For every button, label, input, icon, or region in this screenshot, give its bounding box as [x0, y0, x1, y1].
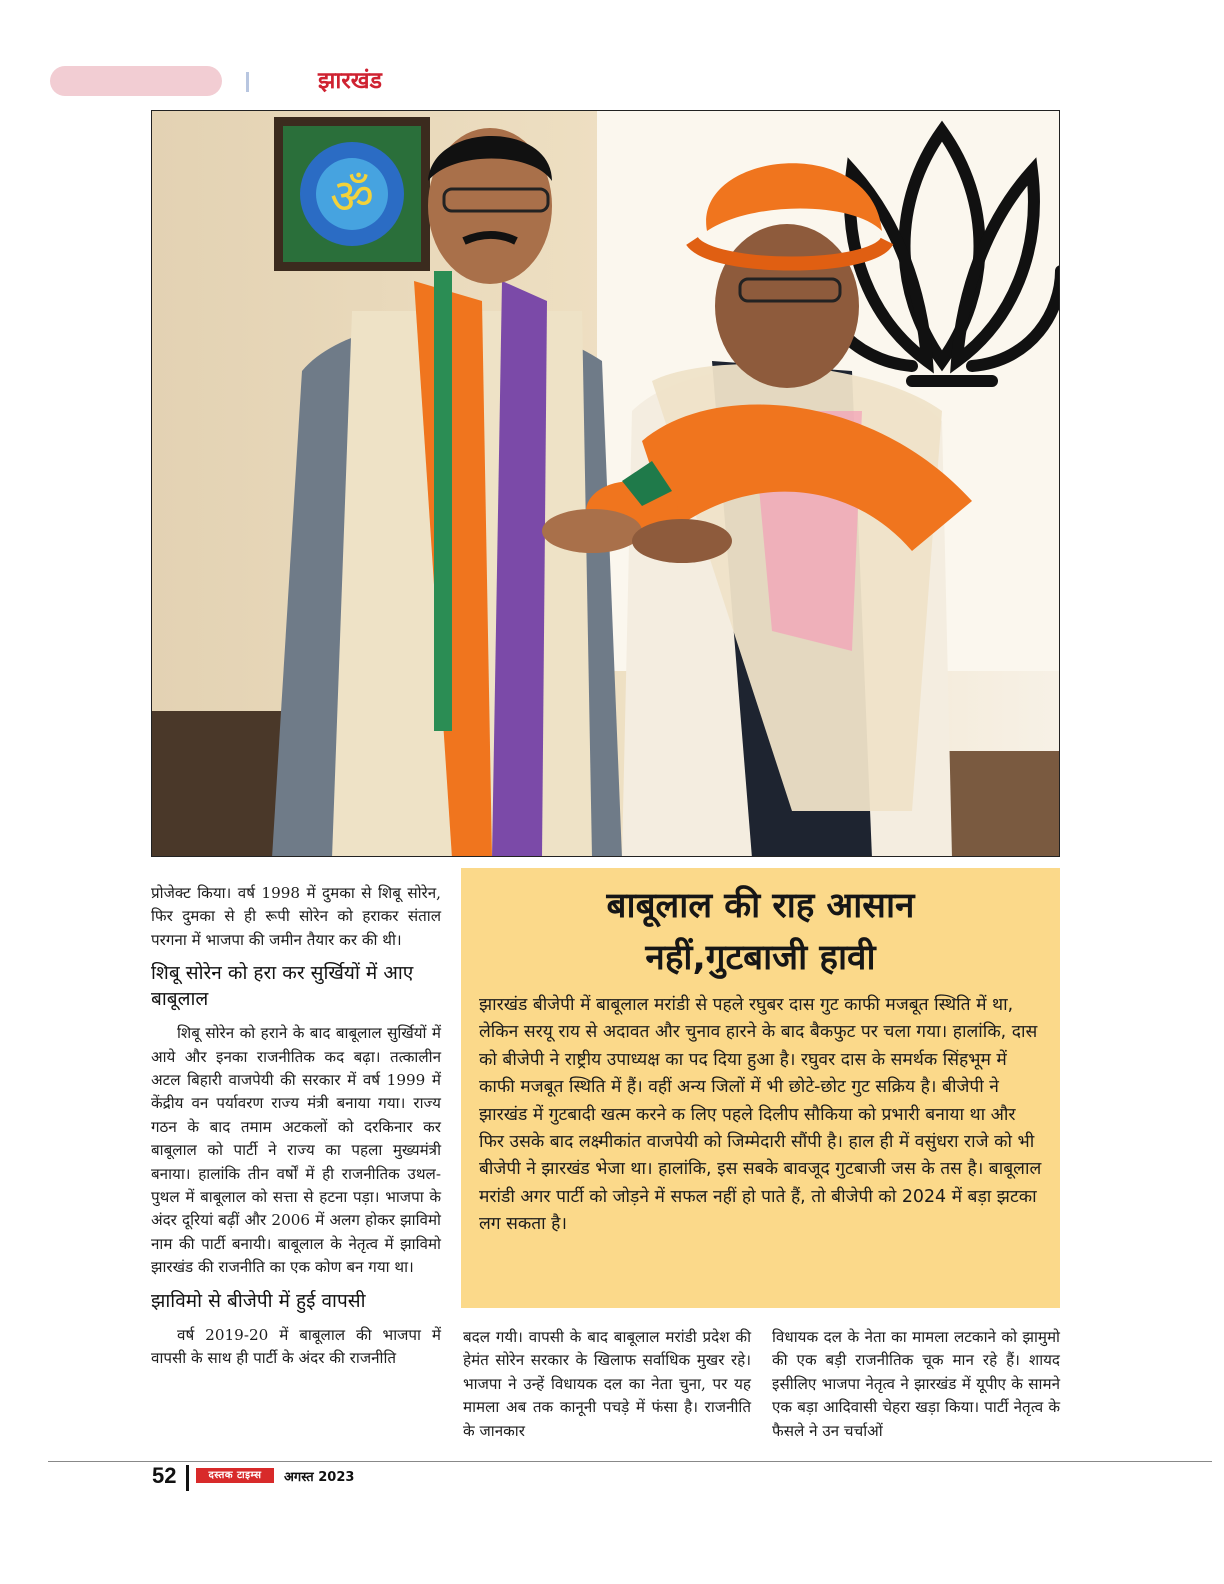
section-title: झारखंड [318, 68, 382, 94]
sidebar-body: झारखंड बीजेपी में बाबूलाल मरांडी से पहले रघुबर दास गुट काफी मजबूत स्थिति में था, लेकिन सरयू राय से अदावत और चुनाव हारने के बाद बैकफुट पर चला गया। हालांकि, दास को बीजेपी ने राष्ट्रीय उपाध्यक्ष का पद दिया हुआ है। रघुवर दास के समर्थक सिंहभूम में काफी मजबूत स्थिति में हैं। वहीं अन्य जिलों में भी छोटे-छोट गुट सक्रिय है। बीजेपी ने झारखंड में गुटबादी खत्म करने क लिए पहले दिलीप सौकिया को प्रभारी बनाया था और फिर उसके बाद लक्ष्मीकांत वाजपेयी को जिम्मेदारी सौंपी है। हाल ही में वसुंधरा राजे को भी बीजेपी ने झारखंड भेजा था। हालांकि, इस सबके बावजूद गुटबाजी जस के तस है। बाबूलाल मरांडी अगर पार्टी को जोड़ने में सफल नहीं हो पाते हैं, तो बीजेपी को 2024 में बड़ा झटका लग सकता है। [479, 995, 1042, 1235]
footer-rule [48, 1461, 1212, 1462]
sidebar-box [461, 868, 1060, 1308]
magazine-logo: दस्तक टाइम्स [196, 1468, 274, 1483]
header-pill-decoration [50, 66, 222, 96]
article-column-2 [463, 1326, 751, 1443]
main-photo [151, 110, 1060, 857]
om-frame [274, 117, 430, 271]
sidebar-title-line2: नहीं,गुटबाजी हावी [645, 938, 876, 978]
article-paragraph: वर्ष 2019-20 में बाबूलाल की भाजपा में वापसी के साथ ही पार्टी के अंदर की राजनीति [151, 1325, 441, 1368]
header-separator [246, 72, 249, 92]
article-paragraph: विधायक दल के नेता का मामला लटकाने को झामुमो की एक बड़ी राजनीतिक चूक मान रहे हैं। शायद इसीलिए भाजपा नेतृत्व ने झारखंड में यूपीए के सामने एक बड़ा आदिवासी चेहरा खड़ा किया। पार्टी नेतृत्व के फैसले ने उन चर्चाओं [772, 1328, 1060, 1440]
article-column-3 [772, 1326, 1060, 1443]
page-number: 52 [152, 1463, 177, 1488]
photo-illustration [152, 111, 1060, 857]
article-subheading: झाविमो से बीजेपी में हुई वापसी [151, 1289, 366, 1312]
issue-date: अगस्त 2023 [284, 1470, 355, 1485]
article-column-1 [151, 882, 441, 1371]
sidebar-title-line1: बाबूलाल की राह आसान [606, 886, 915, 926]
article-subheading: शिबू सोरेन को हरा कर सुर्खियों में आए बाबूलाल [151, 962, 414, 1011]
om-symbol: ॐ [330, 169, 374, 225]
footer-divider [186, 1465, 189, 1491]
article-paragraph: प्रोजेक्ट किया। वर्ष 1998 में दुमका से शिबू सोरेन, फिर दुमका से ही रूपी सोरेन को हराकर संताल परगना में भाजपा की जमीन तैयार कर की थी। [151, 884, 441, 949]
article-paragraph: शिबू सोरेन को हराने के बाद बाबूलाल सुर्खियों में आये और इनका राजनीतिक कद बढ़ा। तत्कालीन अटल बिहारी वाजपेयी की सरकार में वर्ष 1999 में केंद्रीय वन पर्यावरण राज्य मंत्री बनाया गया। राज्य गठन के बाद तमाम अटकलों को दरकिनार कर बाबूलाल को पार्टी ने राज्य का पहला मुख्यमंत्री बनाया। हालांकि तीन वर्षों में ही राजनीतिक उथल-पुथल में बाबूलाल को सत्ता से हटना पड़ा। भाजपा के अंदर दूरियां बढ़ीं और 2006 में अलग होकर झाविमो नाम की पार्टी बनायी। बाबूलाल के नेतृत्व में झाविमो झारखंड की राजनीति का एक कोण बन गया था। [151, 1024, 441, 1277]
article-paragraph: बदल गयी। वापसी के बाद बाबूलाल मरांडी प्रदेश की हेमंत सोरेन सरकार के खिलाफ सर्वाधिक मुखर रहे। भाजपा ने उन्हें विधायक दल का नेता चुना, पर यह मामला अब तक कानूनी पचड़े में फंसा है। राजनीति के जानकार [463, 1328, 751, 1440]
